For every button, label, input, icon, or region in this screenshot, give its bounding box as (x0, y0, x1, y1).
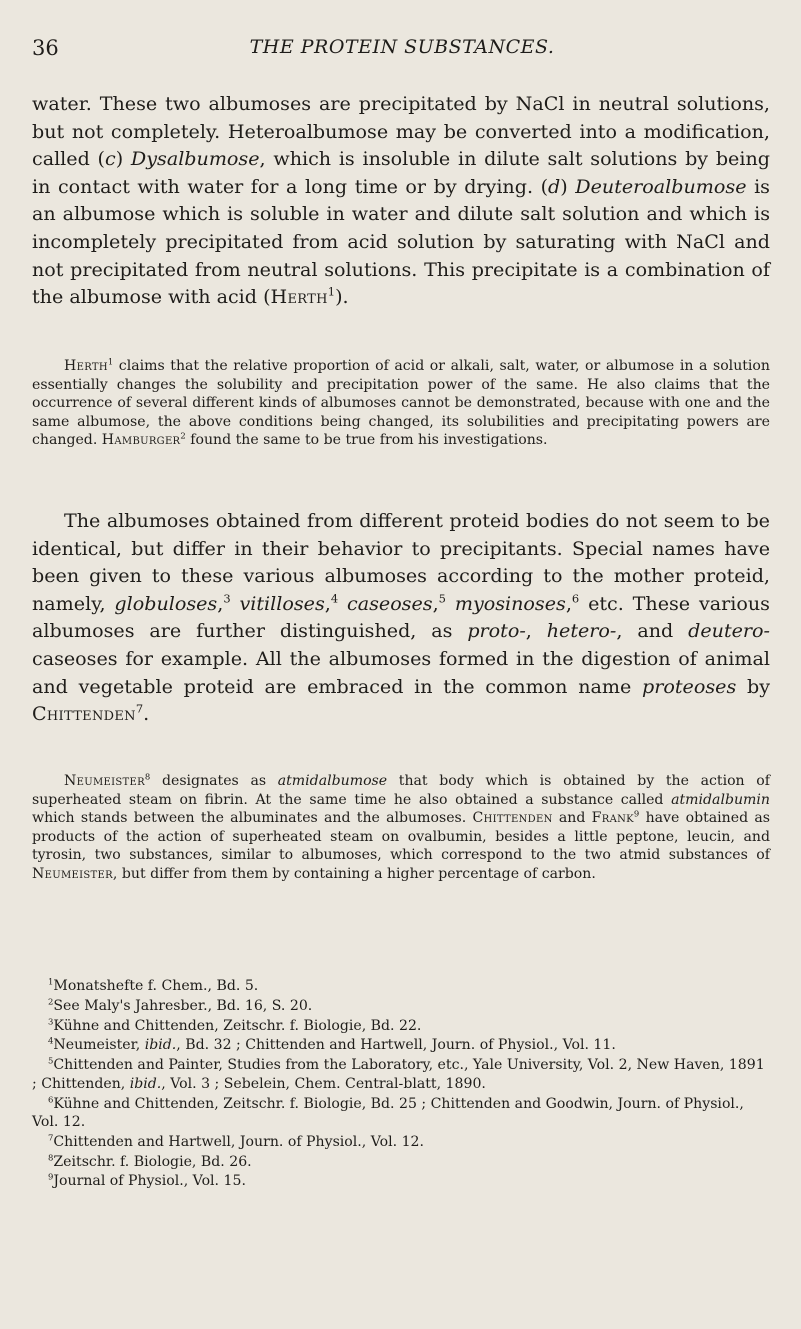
running-title: THE PROTEIN SUBSTANCES. (249, 36, 555, 58)
footnote: $^4$Neumeister, ibid., Bd. 32 ; Chittenden and Hartwell, Journ. of Physiol., Vol. 11. (48, 1035, 616, 1054)
footnote: $^5$Chittenden and Painter, Studies from the Laboratory, etc., Yale University, Vol. 2, New Haven, 1891 ; Chittenden, ibid., Vol. 3 ; Sebelein, Chem. Central-blatt, 1890. (32, 1055, 765, 1092)
paragraph-albumoses-nacl: water. These two albumoses are precipitated by NaCl in neutral solutions, but not completely. Heteroalbumose may be converted into a modification, called (c) Dysalbumose, which is insoluble in dilute salt solutions by being in contact with water for a long time or by drying. (d) Deuteroalbumose is an albumose which is soluble in water and dilute salt solution and which is incompletely precipitated from acid solution by saturating with NaCl and not precipitated from neutral solutions. This precipitate is a combination of the albumose with acid (Herth$^1$). (32, 92, 770, 309)
footnote: $^2$See Maly's Jahresber., Bd. 16, S. 20. (48, 996, 313, 1014)
footnote: $^8$Zeitschr. f. Biologie, Bd. 26. (48, 1151, 252, 1170)
footnote: $^9$Journal of Physiol., Vol. 15. (48, 1171, 246, 1190)
paragraph-albumose-names: The albumoses obtained from different proteid bodies do not seem to be identical, but differ in their behavior to precipitants. Special names have been given to these various albumoses according to the mother proteid, namely, globuloses,$^3$ vitilloses,$^4$ caseoses,$^5$ myosinoses,$^6$ etc. These various albumoses are further distinguished, as proto-, hetero-, and deutero-caseoses for example. All the albumoses formed in the digestion of animal and vegetable proteid are embraced in the common name proteoses by Chittenden$^7$. (32, 509, 770, 726)
note-neumeister: Neumeister$^8$ designates as atmidalbumose that body which is obtained by the action of superheated steam on fibrin. At the same time he also obtained a substance called atmidalbumin which stands between the albuminates and the albumoses. Chittenden and Frank$^9$ have obtained as products of the action of superheated steam on ovalbumin, besides a little peptone, leucin, and tyrosin, two substances, similar to albumoses, which correspond to the two atmid substances of Neumeister, but differ from them by containing a higher percentage of carbon. (32, 771, 771, 882)
page-number: 36 (32, 36, 59, 60)
footnote: $^6$Kühne and Chittenden, Zeitschr. f. Biologie, Bd. 25 ; Chittenden and Goodwin, Journ. of Physiol., Vol. 12. (32, 1093, 744, 1131)
footnote: $^1$Monatshefte f. Chem., Bd. 5. (48, 976, 259, 994)
footnote: $^3$Kühne and Chittenden, Zeitschr. f. Biologie, Bd. 22. (48, 1015, 422, 1034)
note-herth: Herth$^1$ claims that the relative proportion of acid or alkali, salt, water, or albumose in a solution essentially changes the solubility and precipitation power of the same. He also claims that the occurrence of several different kinds of albumoses cannot be demonstrated, because with one and the same albumose, the above conditions being changed, its solubilities and precipitating powers are changed. Hamburger$^2$ found the same to be true from his investigations. (32, 356, 770, 449)
running-head (32, 36, 772, 66)
footnotes (32, 977, 770, 1192)
footnote: $^7$Chittenden and Hartwell, Journ. of Physiol., Vol. 12. (48, 1132, 424, 1150)
